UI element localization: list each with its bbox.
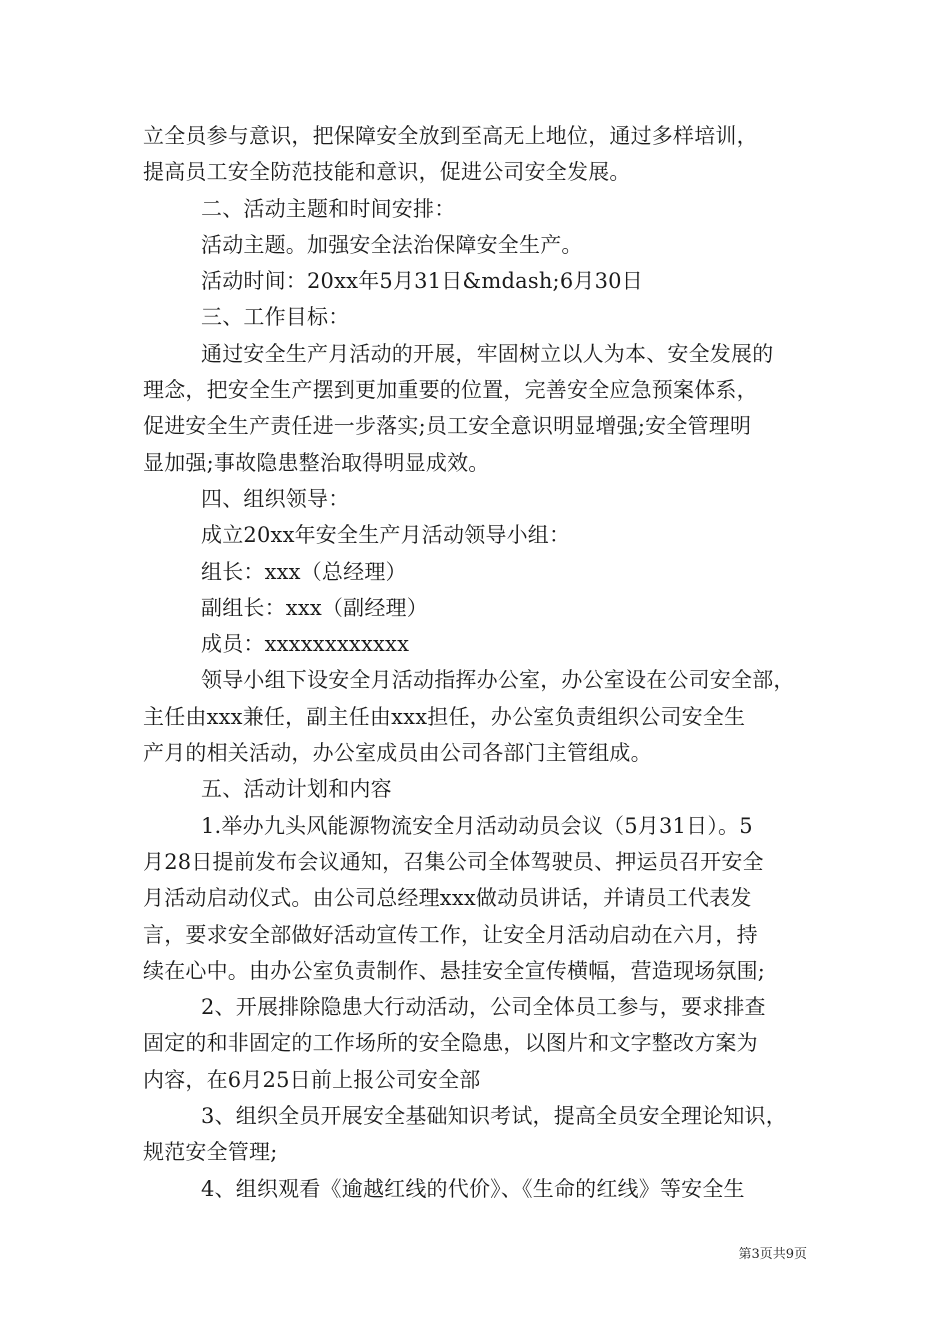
body-line: 通过安全生产月活动的开展，牢固树立以人为本、安全发展的 bbox=[201, 341, 774, 366]
body-line: 显加强;事故隐患整治取得明显成效。 bbox=[143, 450, 490, 475]
body-line: 活动时间：20xx年5月31日&mdash;6月30日 bbox=[201, 269, 643, 294]
body-line: 领导小组下设安全月活动指挥办公室，办公室设在公司安全部， bbox=[201, 668, 795, 693]
body-line: 4、组织观看《逾越红线的代价》、《生命的红线》等安全生 bbox=[201, 1176, 745, 1201]
body-line: 3、组织全员开展安全基础知识考试，提高全员安全理论知识， bbox=[201, 1104, 787, 1129]
body-line: 月活动启动仪式。由公司总经理xxx做动员讲话，并请员工代表发 bbox=[143, 886, 752, 911]
body-line: 组长：xxx（总经理） bbox=[201, 559, 407, 584]
body-line: 规范安全管理; bbox=[143, 1140, 278, 1165]
body-line: 立全员参与意识，把保障安全放到至高无上地位，通过多样培训， bbox=[143, 124, 758, 148]
section-heading: 三、工作目标： bbox=[201, 305, 350, 330]
body-line: 月28日提前发布会议通知，召集公司全体驾驶员、押运员召开安全 bbox=[143, 849, 764, 874]
body-line: 副组长：xxx（副经理） bbox=[201, 595, 428, 620]
body-line: 1.举办九头风能源物流安全月活动动员会议（5月31日）。5 bbox=[201, 813, 753, 838]
body-line: 续在心中。由办公室负责制作、悬挂安全宣传横幅，营造现场氛围; bbox=[143, 958, 766, 983]
section-heading: 五、活动计划和内容 bbox=[201, 777, 392, 802]
body-line: 内容，在6月25日前上报公司安全部 bbox=[143, 1067, 481, 1092]
document-body bbox=[143, 118, 811, 1207]
body-line: 理念，把安全生产摆到更加重要的位置，完善安全应急预案体系， bbox=[143, 378, 758, 403]
body-line: 2、开展排除隐患大行动活动，公司全体员工参与，要求排查 bbox=[201, 995, 766, 1020]
body-line: 成立20xx年安全生产月活动领导小组： bbox=[201, 523, 571, 548]
section-heading: 四、组织领导： bbox=[201, 486, 350, 511]
page-number-footer: 第3页共9页 bbox=[738, 1247, 807, 1262]
body-line: 固定的和非固定的工作场所的安全隐患，以图片和文字整改方案为 bbox=[143, 1031, 758, 1056]
body-line: 主任由xxx兼任，副主任由xxx担任，办公室负责组织公司安全生 bbox=[143, 704, 746, 729]
body-line: 言，要求安全部做好活动宣传工作，让安全月活动启动在六月，持 bbox=[143, 922, 758, 947]
section-heading: 二、活动主题和时间安排： bbox=[201, 196, 456, 221]
body-line: 产月的相关活动，办公室成员由公司各部门主管组成。 bbox=[143, 741, 652, 766]
body-line: 活动主题。加强安全法治保障安全生产。 bbox=[201, 232, 583, 257]
body-line: 成员：xxxxxxxxxxxx bbox=[201, 632, 410, 657]
body-line: 提高员工安全防范技能和意识，促进公司安全发展。 bbox=[143, 160, 631, 185]
body-line: 促进安全生产责任进一步落实;员工安全意识明显增强;安全管理明 bbox=[143, 414, 752, 439]
